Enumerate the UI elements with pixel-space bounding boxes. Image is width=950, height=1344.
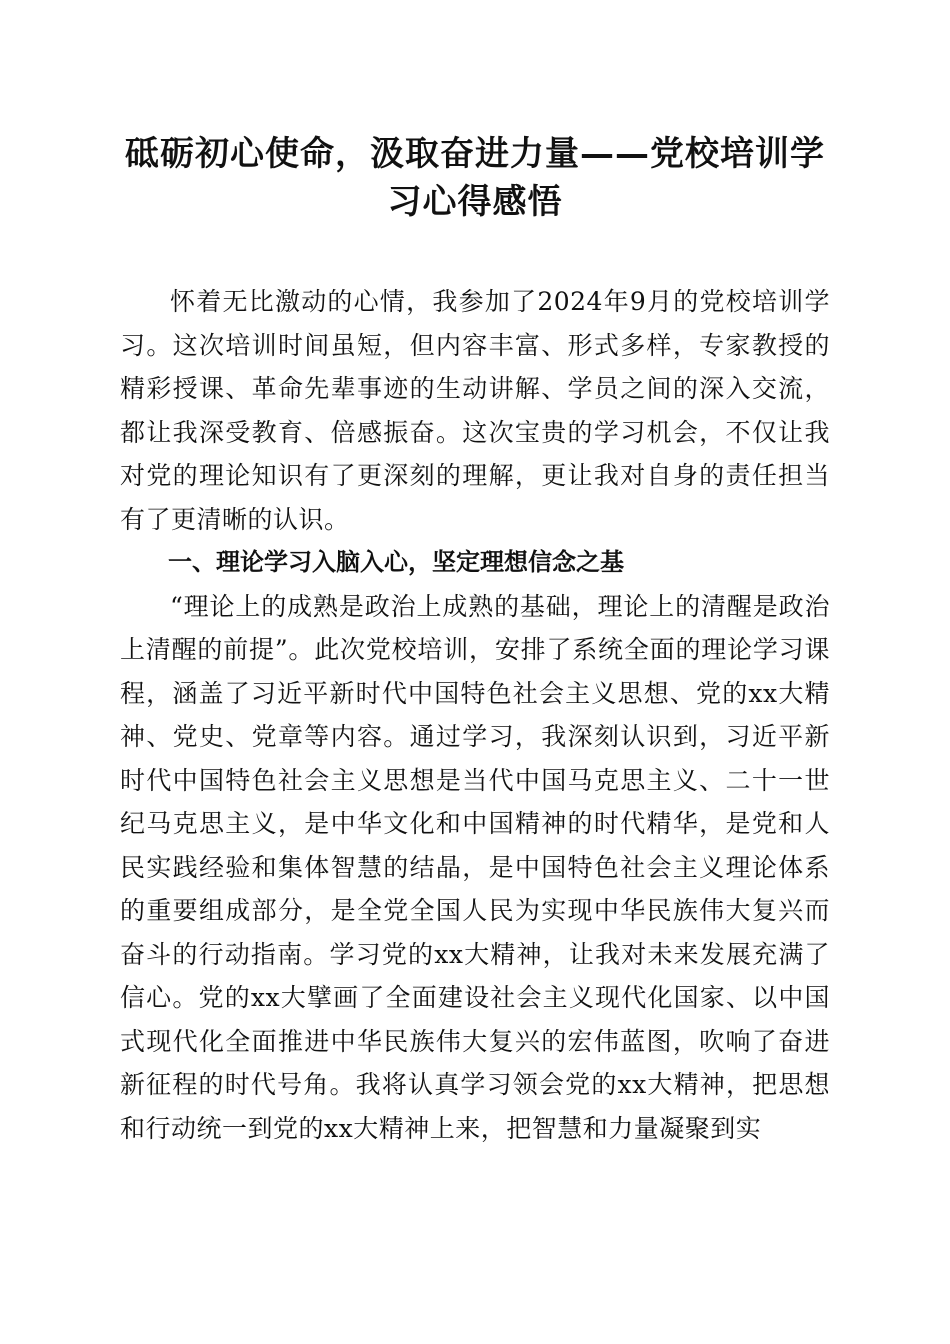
section-heading-1: 一、理论学习入脑入心，坚定理想信念之基	[168, 548, 624, 576]
document-title: 砥砺初心使命，汲取奋进力量——党校培训学习心得感悟	[125, 134, 825, 222]
section-1-paragraph: “理论上的成熟是政治上成熟的基础，理论上的清醒是政治上清醒的前提”。此次党校培训，安排了系统全面的理论学习课程，涵盖了习近平新时代中国特色社会主义思想、党的xx大精神、党史、党章等内容。通过学习，我深刻认识到，习近平新时代中国特色社会主义思想是当代中国马克思主义、二十一世纪马克思主义，是中华文化和中国精神的时代精华，是党和人民实践经验和集体智慧的结晶，是中国特色社会主义理论体系的重要组成部分，是全党全国人民为实现中华民族伟大复兴而奋斗的行动指南。学习党的xx大精神，让我对未来发展充满了信心。党的xx大擘画了全面建设社会主义现代化国家、以中国式现代化全面推进中华民族伟大复兴的宏伟蓝图，吹响了奋进新征程的时代号角。我将认真学习领会党的xx大精神，把思想和行动统一到党的xx大精神上来，把智慧和力量凝聚到实	[120, 591, 830, 1143]
intro-paragraph: 怀着无比激动的心情，我参加了2024年9月的党校培训学习。这次培训时间虽短，但内容丰富、形式多样，专家教授的精彩授课、革命先辈事迹的生动讲解、学员之间的深入交流，都让我深受教育、倍感振奋。这次宝贵的学习机会，不仅让我对党的理论知识有了更深刻的理解，更让我对自身的责任担当有了更清晰的认识。	[120, 287, 830, 534]
document-page	[120, 130, 830, 1150]
